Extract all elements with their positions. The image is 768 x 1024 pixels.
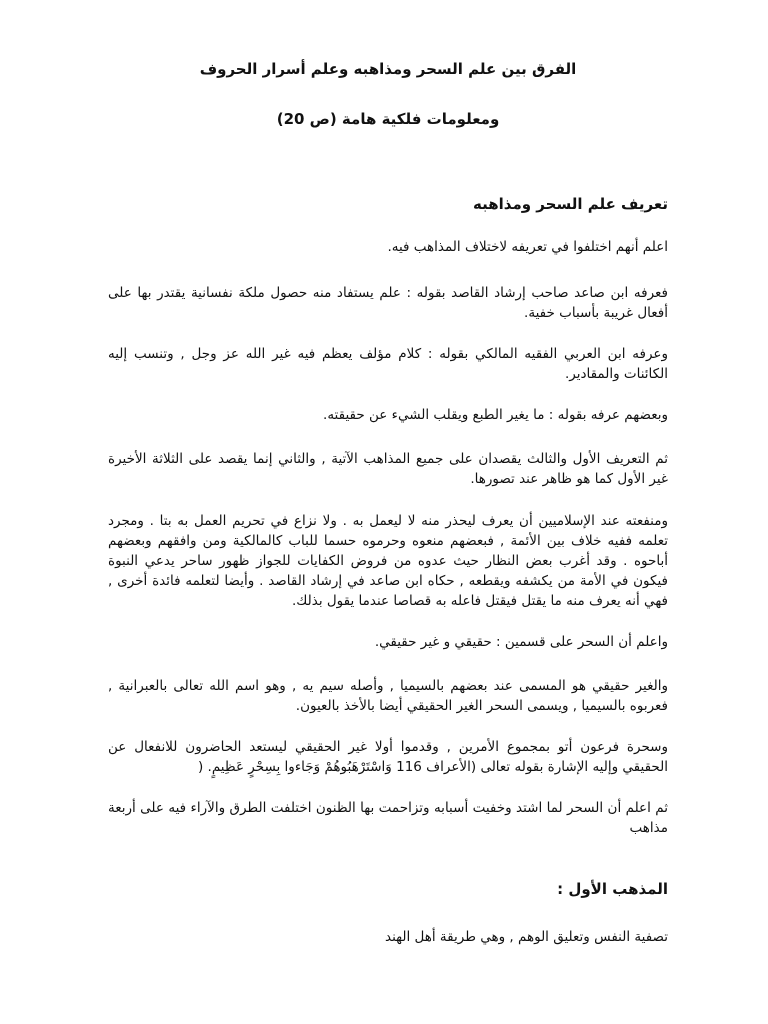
document-title-line2: ومعلومات فلكية هامة (ص 20) (276, 110, 500, 128)
document-page (108, 0, 668, 1024)
paragraph: تصفية النفس وتعليق الوهم , وهي طريقة أهل الهند (385, 929, 668, 945)
paragraph: وعرفه ابن العربي الفقيه المالكي بقوله : كلام مؤلف يعظم فيه غير الله عز وجل , وتنسب إليه الكائنات والمقادير. (108, 346, 668, 382)
paragraph: اعلم أنهم اختلفوا في تعريفه لاختلاف المذاهب فيه. (387, 239, 668, 255)
section-heading-definition: تعريف علم السحر ومذاهبه (473, 195, 668, 213)
document-title-line1: الفرق بين علم السحر ومذاهبه وعلم أسرار الحروف (199, 60, 577, 78)
section-heading-first-doctrine: المذهب الأول : (557, 880, 668, 898)
paragraph: واعلم أن السحر على قسمين : حقيقي و غير حقيقي. (374, 634, 668, 650)
paragraph: ثم التعريف الأول والثالث يقصدان على جميع المذاهب الآتية , والثاني إنما يقصد على الثلاثة الأخيرة غير الأول كما هو ظاهر عند تصورها. (108, 451, 668, 487)
paragraph: والغير حقيقي هو المسمى عند بعضهم بالسيميا , وأصله سيم يه , وهو اسم الله تعالى بالعبرانية , فعربوه بالسيميا , ويسمى السحر الغير الحقيقي أيضا بالأخذ بالعيون. (108, 678, 668, 714)
paragraph: فعرفه ابن صاعد صاحب إرشاد القاصد بقوله : علم يستفاد منه حصول ملكة نفسانية يقتدر بها على أفعال غريبة بأسباب خفية. (108, 285, 668, 321)
paragraph: وسحرة فرعون أتو بمجموع الأمرين , وقدموا أولا غير الحقيقي ليستعد الحاضرون للانفعال عن الحقيقي وإليه الإشارة بقوله تعالى (الأعراف 116 وَاسْتَرْهَبُوهُمْ وَجَاءوا بِسِحْرٍ عَظِيمٍ. ( (108, 739, 668, 775)
paragraph: ومنفعته عند الإسلاميين أن يعرف ليحذر منه لا ليعمل به . ولا نزاع في تحريم العمل به بتا . ومجرد تعلمه ففيه خلاف بين الأئمة , فبعضهم منعوه وحرموه حسما للباب كالمالكية ومن وافقهم وبعضهم أباحوه . وقد أغرب بعض النظار حيث عدوه من فروض الكفايات للجواز ظهور ساحر يدعي النبوة فيكون في الأمة من يكشفه ويقطعه , حكاه ابن صاعد في إرشاد القاصد . وأيضا لتعلمه فائدة أخرى , فهي أنه يعرف منه ما يقتل فيقتل فاعله به قصاصا عندما يقول بذلك. (108, 513, 668, 609)
paragraph: وبعضهم عرفه بقوله : ما يغير الطبع ويقلب الشيء عن حقيقته. (323, 407, 668, 423)
paragraph: ثم اعلم أن السحر لما اشتد وخفيت أسبابه وتزاحمت بها الظنون اختلفت الطرق والآراء فيه على أربعة مذاهب (108, 800, 668, 836)
